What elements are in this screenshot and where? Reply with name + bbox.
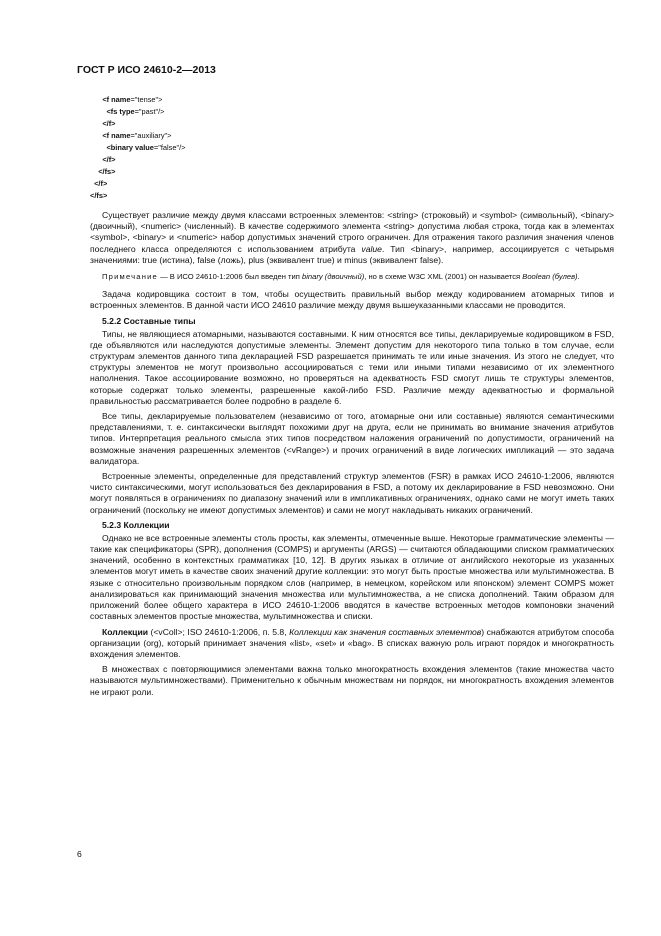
xml-tag: <f: [102, 95, 112, 104]
text-span: (<vColl>; ISO 24610-1:2006, п. 5.8,: [148, 626, 290, 637]
xml-attribute: name: [111, 95, 131, 104]
text-span: , но в схеме W3C XML (2001) он называется: [364, 272, 523, 282]
text-span: . Тип <binary>, например, ассоциируется с четырьмя значениями: true (истина), false (ложь), plus (эквивалент true) и minus (эквивалент false).: [90, 243, 615, 265]
code-indent: [90, 143, 106, 152]
xml-tag: </f>: [94, 179, 108, 188]
xml-tag: <fs: [106, 107, 120, 116]
code-line: [90, 166, 390, 178]
page-number: 6: [77, 849, 82, 859]
bold-term: Коллекции: [102, 626, 149, 637]
italic-term: binary (двоичный): [302, 272, 365, 282]
italic-term: Коллекции как значения составных элементов: [289, 626, 482, 637]
text-span: .: [577, 272, 580, 282]
code-line: [90, 190, 390, 202]
xml-code-block: [90, 94, 390, 202]
xml-attribute: name: [111, 131, 131, 140]
xml-value: ="tense">: [130, 95, 163, 104]
code-indent: [90, 95, 102, 104]
italic-term: Boolean (булев): [522, 272, 578, 282]
body-text: [90, 210, 614, 702]
paragraph-user-types: Все типы, декларируемые пользователем (независимо от того, атомарные они или составные) являются семантическими представлениями, т. е. синтаксически выглядят похожими друг на друга, если не принимать во внимание значения атрибутов типов. Интерпретация реального смысла этих типов посредством наложения ограничений по допустимости, ограничений на возможные значения разрешенных элементов (<vRange>) и прочих ограничений в виде логических импликаций — это задача валидатора.: [90, 411, 614, 466]
xml-tag: <f: [102, 131, 112, 140]
text-span: ) снабжаются атрибутом способа организации (org), который принимает значения «list», «set» и «bag». В списках важную роль играют порядок и многократность вхождения элементов.: [90, 626, 614, 659]
section-heading-5-2-2: 5.2.2 Составные типы: [102, 315, 196, 326]
xml-attribute: type: [119, 107, 135, 116]
attribute-name: value: [361, 243, 382, 254]
text-span: Существует различие между двумя классами встроенных элементов: <string> (строковый) и <symbol> (символьный), <binary> (двоичный), <numeric> (численный). В качестве содержимого элемента <string> допустима любая строка, тогда как в элементах <symbol>, <binary> и <numeric> набор допустимых значений строго ограничен. Для отражения такого различия значения членов последнего класса определяются с использованием атрибута: [90, 210, 614, 254]
code-line: [90, 94, 390, 106]
paragraph-string-types: [90, 210, 614, 266]
code-indent: [90, 167, 98, 176]
code-line: [90, 154, 390, 166]
xml-attribute: value: [135, 143, 154, 152]
code-indent: [90, 131, 102, 140]
code-line: [90, 130, 390, 142]
paragraph-collections-def: [90, 627, 614, 661]
xml-tag: <binary: [106, 143, 135, 152]
code-line: [90, 118, 390, 130]
paragraph-builtin-elements: Встроенные элементы, определенные для представлений структур элементов (FSR) в рамках ИСО 24610-1:2006, являются чисто синтаксическими, могут использоваться без декларирования в FSD, а потому их декларирование в FSD невозможно. Они могут появляться в ограничениях по диапазону значений или в импликативных ограничениях, однако сами не могут иметь таких ограничений (поскольку не имеют допустимых элементов) и сами не могут накладывать никаких ограничений.: [90, 471, 614, 515]
code-indent: [90, 155, 102, 164]
note-label: Примечание: [102, 272, 158, 282]
code-line: [90, 142, 390, 154]
paragraph-multisets: В множествах с повторяющимися элементами важна только многократность вхождения элементов (такие множества часто называются мультимножествами). Применительно к обычным множествам ни порядок, ни многократность вхождения элементов не играют роли.: [90, 664, 614, 697]
code-line: [90, 178, 390, 190]
xml-value: ="false"/>: [153, 143, 186, 152]
xml-tag: </fs>: [90, 191, 108, 200]
text-span: — В ИСО 24610-1:2006 был введен тип: [157, 272, 303, 282]
code-indent: [90, 107, 106, 116]
paragraph-composite-types: Типы, не являющиеся атомарными, называются составными. К ним относятся все типы, декларируемые кодировщиком в FSD, где объявляются или наследуются допустимые элементы. Элемент допустим для некоторого типа только в том случае, если структурам элементов данного типа декларацией FSD разрешается принимать те или иные значения. Из этого не следует, что структуры элементов не могут произвольно ассоциироваться с теми или иными типами независимо от их элементного наполнения. Такое ассоциирование возможно, но проверяться на адекватность FSD смогут лишь те структуры элементов, которые содержат только элементы, разрешенные какой-либо FSD. Различие между адекватностью и формальной правильностью рассматривается более подробно в разделе 6.: [90, 328, 614, 406]
section-heading-5-2-3: 5.2.3 Коллекции: [102, 519, 170, 530]
paragraph-encoder-task: Задача кодировщика состоит в том, чтобы осуществить правильный выбор между кодированием атомарных типов и встроенных элементов. В данной части ИСО 24610 различие между двумя вышеуказанными классами не проводится.: [90, 289, 614, 311]
code-line: [90, 106, 390, 118]
xml-value: ="past"/>: [134, 107, 165, 116]
xml-tag: </f>: [102, 119, 116, 128]
code-indent: [90, 119, 102, 128]
xml-tag: </f>: [102, 155, 116, 164]
note: [90, 272, 614, 282]
xml-tag: </fs>: [98, 167, 116, 176]
paragraph-collections-intro: Однако не все встроенные элементы столь просты, как элементы, отмеченные выше. Некоторые грамматические элементы — такие как спецификаторы (SPR), дополнения (COMPS) и аргументы (ARGS) — считаются обладающими списком грамматических значений, особенно в контекстных грамматиках [10, 12]. В других языках в отличие от английского некоторые из указанных элементов могут иметь в качестве своих значений другие коллекции: это могут быть простые множества или мультимножества. В языке с относительно произвольным порядком слов (например, в немецком, корейском или японском) элемент COMPS может анализироваться как принимающий значения множества или мультимножества, а не списка дополнений. Таким образом для приложений более общего характера в ИСО 24610-1:2006 вводятся в качестве встроенных методов компоновки значений составных элементов простые множества, мультимножества и списки.: [90, 532, 614, 622]
xml-value: ="auxiliary">: [130, 131, 172, 140]
standard-header: ГОСТ Р ИСО 24610-2—2013: [77, 64, 216, 76]
